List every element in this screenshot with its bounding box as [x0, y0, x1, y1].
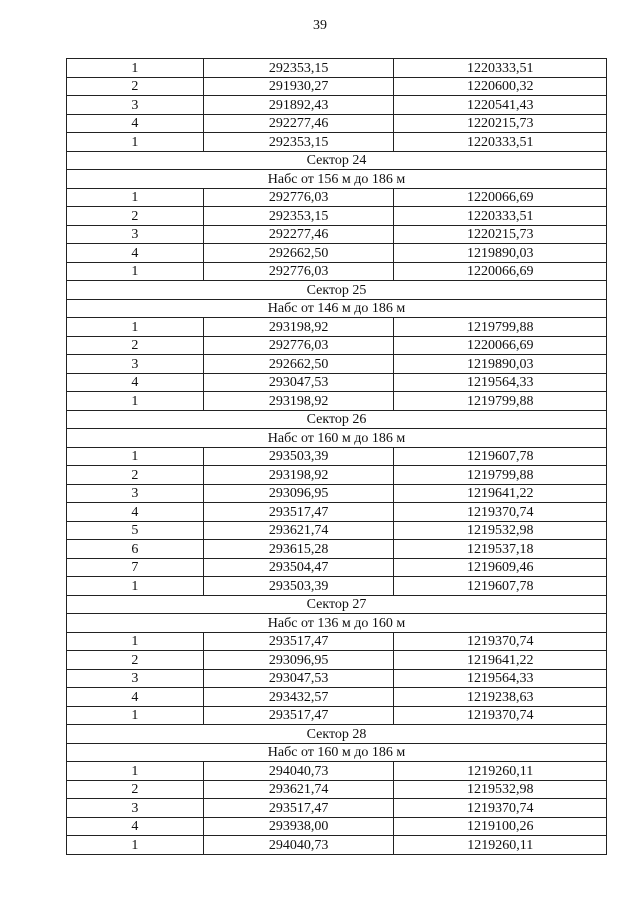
y-coordinate-cell: 1219607,78	[394, 447, 607, 466]
section-header-row	[67, 429, 607, 448]
y-coordinate-cell: 1219260,11	[394, 762, 607, 781]
x-coordinate-cell: 292776,03	[203, 262, 394, 281]
table-row	[67, 188, 607, 207]
x-coordinate-cell: 293517,47	[203, 503, 394, 522]
x-coordinate-cell: 293047,53	[203, 373, 394, 392]
y-coordinate-cell: 1219238,63	[394, 688, 607, 707]
table-row	[67, 373, 607, 392]
table-row	[67, 59, 607, 78]
table-row	[67, 521, 607, 540]
y-coordinate-cell: 1219890,03	[394, 244, 607, 263]
y-coordinate-cell: 1219609,46	[394, 558, 607, 577]
y-coordinate-cell: 1219100,26	[394, 817, 607, 836]
table-row	[67, 114, 607, 133]
point-number-cell: 3	[67, 225, 204, 244]
point-number-cell: 2	[67, 336, 204, 355]
section-header-row	[67, 410, 607, 429]
point-number-cell: 3	[67, 484, 204, 503]
x-coordinate-cell: 292353,15	[203, 59, 394, 78]
point-number-cell: 2	[67, 77, 204, 96]
section-header-row	[67, 725, 607, 744]
table-row	[67, 96, 607, 115]
y-coordinate-cell: 1219532,98	[394, 521, 607, 540]
table-row	[67, 669, 607, 688]
section-header-row	[67, 595, 607, 614]
x-coordinate-cell: 294040,73	[203, 762, 394, 781]
x-coordinate-cell: 293938,00	[203, 817, 394, 836]
table-row	[67, 503, 607, 522]
x-coordinate-cell: 293615,28	[203, 540, 394, 559]
coordinates-table	[66, 58, 607, 855]
y-coordinate-cell: 1219564,33	[394, 373, 607, 392]
point-number-cell: 3	[67, 96, 204, 115]
x-coordinate-cell: 293096,95	[203, 484, 394, 503]
x-coordinate-cell: 292662,50	[203, 244, 394, 263]
section-header: Набс от 136 м до 160 м	[67, 614, 607, 633]
y-coordinate-cell: 1220333,51	[394, 59, 607, 78]
table-row	[67, 392, 607, 411]
point-number-cell: 1	[67, 762, 204, 781]
table-row	[67, 336, 607, 355]
table-row	[67, 632, 607, 651]
table-row	[67, 318, 607, 337]
table-row	[67, 558, 607, 577]
x-coordinate-cell: 293503,39	[203, 577, 394, 596]
table-row	[67, 836, 607, 855]
table-row	[67, 207, 607, 226]
table-row	[67, 651, 607, 670]
point-number-cell: 1	[67, 447, 204, 466]
x-coordinate-cell: 292277,46	[203, 225, 394, 244]
table-row	[67, 447, 607, 466]
point-number-cell: 1	[67, 706, 204, 725]
section-header: Набс от 156 м до 186 м	[67, 170, 607, 189]
x-coordinate-cell: 292353,15	[203, 133, 394, 152]
point-number-cell: 3	[67, 355, 204, 374]
y-coordinate-cell: 1219799,88	[394, 466, 607, 485]
y-coordinate-cell: 1220600,32	[394, 77, 607, 96]
y-coordinate-cell: 1220215,73	[394, 225, 607, 244]
point-number-cell: 3	[67, 669, 204, 688]
section-header-row	[67, 151, 607, 170]
section-header: Набс от 160 м до 186 м	[67, 743, 607, 762]
section-header: Сектор 24	[67, 151, 607, 170]
y-coordinate-cell: 1219370,74	[394, 503, 607, 522]
table-row	[67, 355, 607, 374]
y-coordinate-cell: 1219641,22	[394, 484, 607, 503]
x-coordinate-cell: 293517,47	[203, 799, 394, 818]
point-number-cell: 4	[67, 114, 204, 133]
table-row	[67, 133, 607, 152]
y-coordinate-cell: 1219370,74	[394, 706, 607, 725]
x-coordinate-cell: 293517,47	[203, 632, 394, 651]
section-header-row	[67, 743, 607, 762]
point-number-cell: 4	[67, 503, 204, 522]
y-coordinate-cell: 1219607,78	[394, 577, 607, 596]
point-number-cell: 4	[67, 817, 204, 836]
y-coordinate-cell: 1219370,74	[394, 799, 607, 818]
x-coordinate-cell: 293504,47	[203, 558, 394, 577]
x-coordinate-cell: 294040,73	[203, 836, 394, 855]
table-row	[67, 577, 607, 596]
section-header: Сектор 25	[67, 281, 607, 300]
point-number-cell: 1	[67, 188, 204, 207]
y-coordinate-cell: 1220333,51	[394, 133, 607, 152]
y-coordinate-cell: 1219532,98	[394, 780, 607, 799]
y-coordinate-cell: 1220215,73	[394, 114, 607, 133]
table-row	[67, 780, 607, 799]
point-number-cell: 1	[67, 262, 204, 281]
table-row	[67, 466, 607, 485]
point-number-cell: 1	[67, 836, 204, 855]
x-coordinate-cell: 292776,03	[203, 336, 394, 355]
x-coordinate-cell: 293621,74	[203, 521, 394, 540]
x-coordinate-cell: 293047,53	[203, 669, 394, 688]
point-number-cell: 2	[67, 780, 204, 799]
y-coordinate-cell: 1219564,33	[394, 669, 607, 688]
table-row	[67, 484, 607, 503]
y-coordinate-cell: 1220066,69	[394, 336, 607, 355]
point-number-cell: 3	[67, 799, 204, 818]
point-number-cell: 5	[67, 521, 204, 540]
x-coordinate-cell: 293096,95	[203, 651, 394, 670]
section-header: Сектор 27	[67, 595, 607, 614]
coordinates-table-body	[67, 59, 607, 855]
y-coordinate-cell: 1220541,43	[394, 96, 607, 115]
point-number-cell: 1	[67, 632, 204, 651]
page-number: 39	[313, 18, 327, 33]
section-header: Сектор 28	[67, 725, 607, 744]
y-coordinate-cell: 1219537,18	[394, 540, 607, 559]
x-coordinate-cell: 292776,03	[203, 188, 394, 207]
y-coordinate-cell: 1219890,03	[394, 355, 607, 374]
x-coordinate-cell: 293198,92	[203, 466, 394, 485]
x-coordinate-cell: 292277,46	[203, 114, 394, 133]
y-coordinate-cell: 1219370,74	[394, 632, 607, 651]
point-number-cell: 1	[67, 577, 204, 596]
section-header: Сектор 26	[67, 410, 607, 429]
point-number-cell: 6	[67, 540, 204, 559]
point-number-cell: 2	[67, 651, 204, 670]
point-number-cell: 1	[67, 59, 204, 78]
table-row	[67, 688, 607, 707]
table-row	[67, 706, 607, 725]
x-coordinate-cell: 293198,92	[203, 392, 394, 411]
point-number-cell: 2	[67, 207, 204, 226]
section-header-row	[67, 299, 607, 318]
y-coordinate-cell: 1220066,69	[394, 188, 607, 207]
x-coordinate-cell: 291930,27	[203, 77, 394, 96]
point-number-cell: 7	[67, 558, 204, 577]
table-row	[67, 540, 607, 559]
y-coordinate-cell: 1220066,69	[394, 262, 607, 281]
x-coordinate-cell: 293198,92	[203, 318, 394, 337]
point-number-cell: 1	[67, 133, 204, 152]
x-coordinate-cell: 292353,15	[203, 207, 394, 226]
table-row	[67, 225, 607, 244]
point-number-cell: 4	[67, 688, 204, 707]
section-header-row	[67, 170, 607, 189]
point-number-cell: 4	[67, 373, 204, 392]
y-coordinate-cell: 1219260,11	[394, 836, 607, 855]
y-coordinate-cell: 1219641,22	[394, 651, 607, 670]
point-number-cell: 1	[67, 318, 204, 337]
point-number-cell: 1	[67, 392, 204, 411]
x-coordinate-cell: 293517,47	[203, 706, 394, 725]
y-coordinate-cell: 1219799,88	[394, 318, 607, 337]
table-row	[67, 817, 607, 836]
table-row	[67, 262, 607, 281]
section-header: Набс от 146 м до 186 м	[67, 299, 607, 318]
table-row	[67, 799, 607, 818]
y-coordinate-cell: 1219799,88	[394, 392, 607, 411]
x-coordinate-cell: 291892,43	[203, 96, 394, 115]
table-row	[67, 244, 607, 263]
section-header: Набс от 160 м до 186 м	[67, 429, 607, 448]
section-header-row	[67, 281, 607, 300]
point-number-cell: 2	[67, 466, 204, 485]
table-row	[67, 762, 607, 781]
x-coordinate-cell: 293432,57	[203, 688, 394, 707]
section-header-row	[67, 614, 607, 633]
x-coordinate-cell: 292662,50	[203, 355, 394, 374]
point-number-cell: 4	[67, 244, 204, 263]
x-coordinate-cell: 293621,74	[203, 780, 394, 799]
x-coordinate-cell: 293503,39	[203, 447, 394, 466]
y-coordinate-cell: 1220333,51	[394, 207, 607, 226]
table-row	[67, 77, 607, 96]
